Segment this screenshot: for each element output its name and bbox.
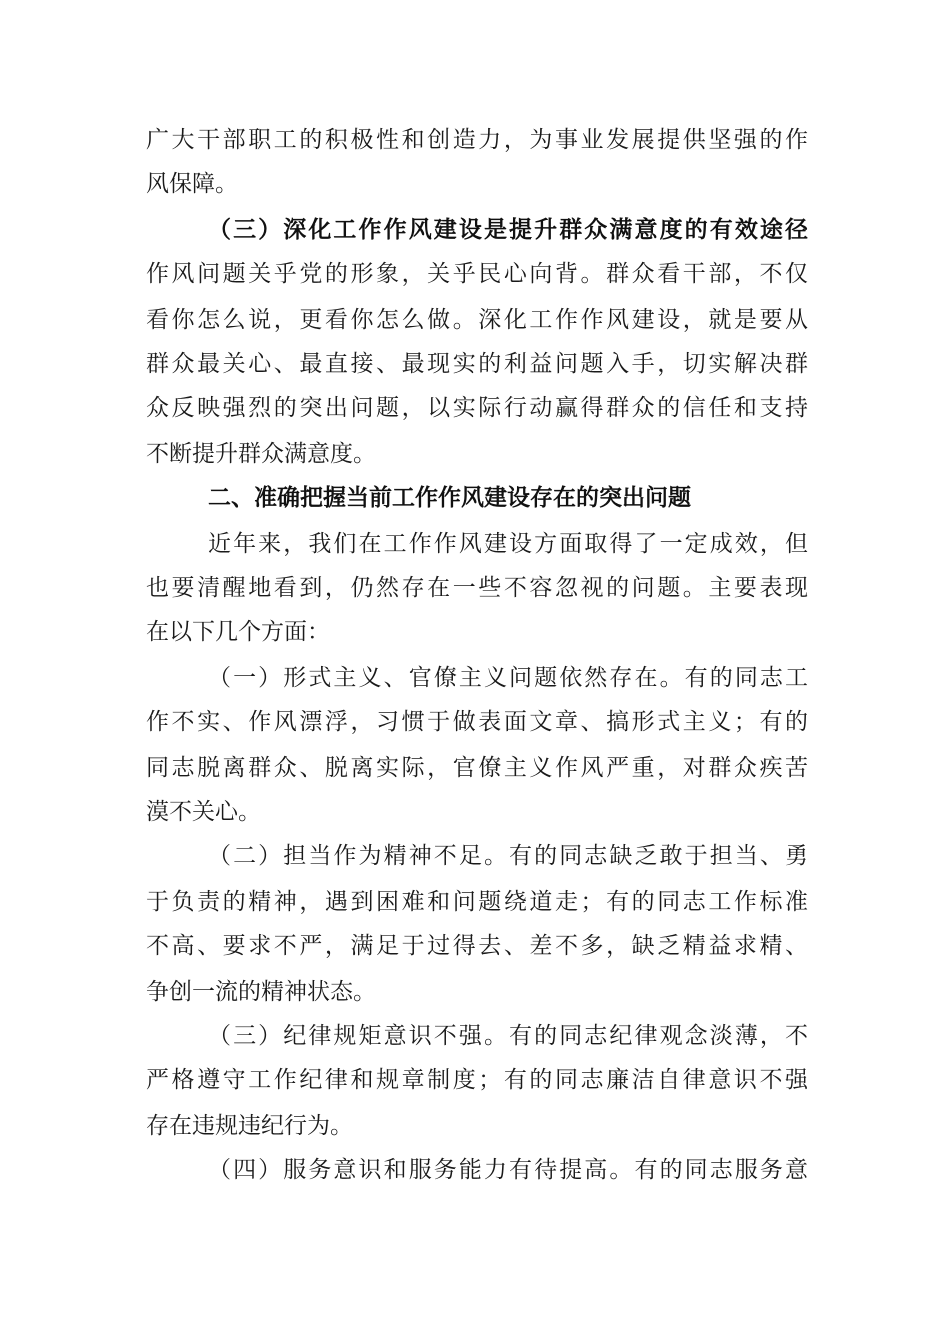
- paragraph-line: 风保障。: [146, 171, 238, 197]
- paragraph-line: （二）担当作为精神不足。有的同志缺乏敢于担当、勇: [208, 843, 808, 869]
- paragraph-line: 争创一流的精神状态。: [146, 979, 376, 1005]
- section-heading: 二、准确把握当前工作作风建设存在的突出问题: [208, 485, 691, 511]
- paragraph-line: （四）服务意识和服务能力有待提高。有的同志服务意: [208, 1157, 808, 1183]
- paragraph-line: 近年来，我们在工作作风建设方面取得了一定成效，但: [208, 531, 808, 557]
- paragraph-line: 作风问题关乎党的形象，关乎民心向背。群众看干部，不仅: [146, 261, 808, 287]
- paragraph-line: 也要清醒地看到，仍然存在一些不容忽视的问题。主要表现: [146, 575, 808, 601]
- paragraph-line: 漠不关心。: [146, 799, 261, 825]
- paragraph-line: 广大干部职工的积极性和创造力，为事业发展提供坚强的作: [146, 127, 808, 153]
- paragraph-line: 严格遵守工作纪律和规章制度；有的同志廉洁自律意识不强: [146, 1067, 808, 1093]
- paragraph-line: 不高、要求不严，满足于过得去、差不多，缺乏精益求精、: [146, 933, 808, 959]
- paragraph-line: 于负责的精神，遇到困难和问题绕道走；有的同志工作标准: [146, 889, 808, 915]
- paragraph-line: 存在违规违纪行为。: [146, 1113, 353, 1139]
- paragraph-line: 看你怎么说，更看你怎么做。深化工作作风建设，就是要从: [146, 307, 808, 333]
- paragraph-line: （一）形式主义、官僚主义问题依然存在。有的同志工: [208, 665, 808, 691]
- paragraph-line: （三）纪律规矩意识不强。有的同志纪律观念淡薄，不: [208, 1023, 808, 1049]
- paragraph-line: 众反映强烈的突出问题，以实际行动赢得群众的信任和支持: [146, 395, 808, 421]
- paragraph-line: 作不实、作风漂浮，习惯于做表面文章、搞形式主义；有的: [146, 709, 808, 735]
- paragraph-line: 不断提升群众满意度。: [146, 441, 376, 467]
- paragraph-line: 同志脱离群众、脱离实际，官僚主义作风严重，对群众疾苦: [146, 755, 808, 781]
- paragraph-line: 在以下几个方面：: [146, 619, 330, 645]
- section-subheading: （三）深化工作作风建设是提升群众满意度的有效途径: [208, 216, 808, 243]
- paragraph-line: 群众最关心、最直接、最现实的利益问题入手，切实解决群: [146, 351, 808, 377]
